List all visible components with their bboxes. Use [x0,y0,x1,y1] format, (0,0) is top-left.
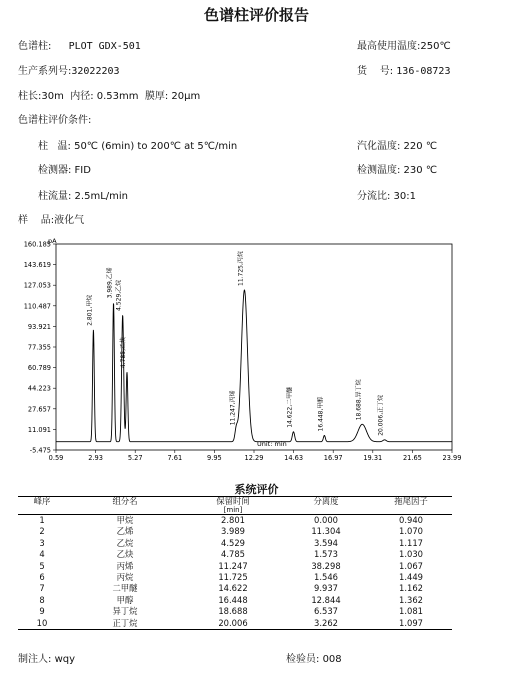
x-tick-label: 23.99 [442,454,462,462]
inspector-label: 检验员: [286,654,320,665]
max-temp-value: 250℃ [420,41,451,52]
split-ratio: 分流比: 30:1 [357,191,417,202]
unit-cell [282,506,370,515]
table-row [18,526,452,537]
x-tick-label: 21.65 [402,454,422,462]
max-temp-field [357,37,451,52]
tailing-factor-cell: 0.940 [399,515,423,525]
y-tick-label: 93.921 [27,322,51,331]
x-tick-label: 9.95 [207,454,222,462]
batch-value: 32022203 [71,66,120,77]
chromatogram-trace [56,290,452,442]
system-eval-title: 系统评价 [234,483,279,496]
resolution-cell: 38.298 [311,560,341,571]
table-row [18,538,452,549]
component-cell: 丙烷 [116,572,134,583]
operator-field [18,650,75,665]
unit-cell [370,506,452,515]
peak-no-cell: 10 [18,618,66,630]
item-no-field [357,62,450,77]
peak-label: 2.801,甲烷 [86,294,94,326]
header-retention-time: 保留时间 [184,497,282,507]
y-tick-label: 110.487 [23,302,51,311]
column-label: 色谱柱: [18,41,52,52]
tailing-factor-cell: 1.081 [399,606,423,617]
x-tick-label: 14.63 [284,454,304,462]
unit-cell [18,506,66,515]
table-row [18,595,452,606]
operator-label: 制注人: [18,654,52,665]
peak-label: 14.622,二甲醚 [286,386,294,428]
component-cell: 乙烷 [116,537,134,548]
peak-no-cell: 1 [39,515,45,525]
header-peak-no: 峰序 [18,497,66,507]
component-cell: 乙烯 [116,526,134,537]
batch-field [18,62,120,77]
system-eval-table [18,496,452,630]
table-row [18,549,452,560]
peak-label: 16.448,甲醇 [317,396,325,432]
peak-no-cell: 2 [39,526,45,537]
header-tailing-factor: 拖尾因子 [370,497,452,507]
max-temp-label: 最高使用温度: [357,41,421,52]
resolution-cell: 11.304 [311,526,341,537]
inspector-value: 008 [322,654,342,665]
peak-label: 20.006,正丁烷 [377,394,385,436]
detector-temp: 检测温度: 230 ℃ [357,165,438,176]
retention-time-cell: 14.622 [218,583,248,594]
tailing-factor-cell: 1.097 [370,618,452,630]
column-dimensions: 柱长:30m 内径: 0.53mm 膜厚: 20μm [18,91,201,102]
component-cell: 异丁烷 [112,606,138,617]
y-tick-label: 60.789 [27,364,51,373]
component-cell: 甲醇 [116,594,134,605]
peak-no-cell: 3 [39,537,45,548]
y-tick-label: -5.475 [29,446,51,455]
x-tick-label: 19.31 [363,454,383,462]
x-axis-unit: Unit: min [257,440,287,448]
retention-time-cell: 11.725 [218,572,248,583]
tailing-factor-cell: 1.070 [399,526,423,537]
column-temp-program: 柱 温: 50℃ (6min) to 200℃ at 5℃/min [38,141,238,152]
y-tick-label: 160.185 [23,240,51,249]
unit-retention-time: [min] [184,506,282,515]
resolution-cell: 1.546 [314,572,338,583]
peak-label: 3.989,乙烯 [106,267,114,299]
resolution-cell: 0.000 [314,515,338,525]
header-component: 组分名 [66,497,184,507]
retention-time-cell: 16.448 [218,594,248,605]
resolution-cell: 12.844 [311,594,341,605]
x-tick-label: 12.29 [244,454,264,462]
y-tick-label: 11.091 [27,425,51,434]
detector: 检测器: FID [38,165,91,176]
column-flow: 柱流量: 2.5mL/min [38,191,128,202]
retention-time-cell: 3.989 [221,526,245,537]
unit-cell [66,506,184,515]
operator-value: wqy [54,654,76,665]
table-row [18,618,452,630]
retention-time-cell: 2.801 [221,515,245,525]
retention-time-cell: 20.006 [184,618,282,630]
resolution-cell: 6.537 [314,606,338,617]
sample-label: 样 品: [18,215,55,226]
tailing-factor-cell: 1.030 [399,549,423,560]
sample-field [18,211,84,226]
peak-label: 18.688,异丁烷 [355,379,363,421]
y-tick-label: 127.053 [23,281,51,290]
inspector-field [286,650,342,665]
tailing-factor-cell: 1.067 [399,560,423,571]
item-no-value: 136-08723 [396,66,451,77]
peak-label: 4.785,乙炔 [120,337,127,369]
report-title: 色谱柱评价报告 [203,6,309,24]
resolution-cell: 1.573 [314,549,338,560]
peak-no-cell: 5 [39,560,45,571]
peak-no-cell: 6 [39,572,45,583]
chromatogram [0,236,513,464]
component-cell: 甲烷 [116,515,134,525]
resolution-cell: 9.937 [314,583,338,594]
tailing-factor-cell: 1.449 [399,572,423,583]
component-cell: 乙炔 [116,549,134,560]
y-tick-label: 77.355 [27,343,51,352]
x-tick-label: 2.93 [88,454,103,462]
retention-time-cell: 18.688 [218,606,248,617]
peak-label: 11.247,丙烯 [229,390,237,426]
tailing-factor-cell: 1.162 [399,583,423,594]
peak-no-cell: 4 [39,549,45,560]
table-row [18,606,452,617]
x-tick-label: 5.27 [127,454,143,462]
table-row [18,561,452,572]
component-cell: 二甲醚 [112,583,138,594]
resolution-cell: 3.594 [314,537,338,548]
sample-value: 液化气 [54,215,85,226]
peak-no-cell: 9 [39,606,45,617]
x-tick-label: 7.61 [167,454,183,462]
y-axis-unit: pA [48,237,57,245]
resolution-cell: 3.262 [282,618,370,630]
component-cell: 丙烯 [116,560,134,571]
peak-label: 4.529,乙烷 [115,279,123,311]
column-value: PLOT GDX-501 [68,41,141,52]
y-tick-label: 27.657 [27,405,51,414]
y-tick-label: 44.223 [27,384,51,393]
peak-label: 11.725,丙烷 [237,251,245,286]
retention-time-cell: 4.785 [221,549,245,560]
component-cell: 正丁烷 [66,618,184,630]
tailing-factor-cell: 1.117 [399,537,423,548]
peak-no-cell: 7 [39,583,45,594]
batch-label: 生产系列号: [18,66,72,77]
table-row [18,515,452,527]
table-row [18,572,452,583]
header-resolution: 分离度 [282,497,370,507]
retention-time-cell: 11.247 [218,560,248,571]
y-tick-label: 143.619 [23,261,51,270]
conditions-heading: 色谱柱评价条件: [18,115,92,126]
column-field [18,37,141,52]
item-no-label: 货 号: [357,66,394,77]
retention-time-cell: 4.529 [221,537,245,548]
x-tick-label: 16.97 [323,454,343,462]
table-row [18,583,452,594]
peak-no-cell: 8 [39,594,45,605]
tailing-factor-cell: 1.362 [399,594,423,605]
x-tick-label: 0.59 [48,454,64,462]
vaporizer-temp: 汽化温度: 220 ℃ [357,141,438,152]
